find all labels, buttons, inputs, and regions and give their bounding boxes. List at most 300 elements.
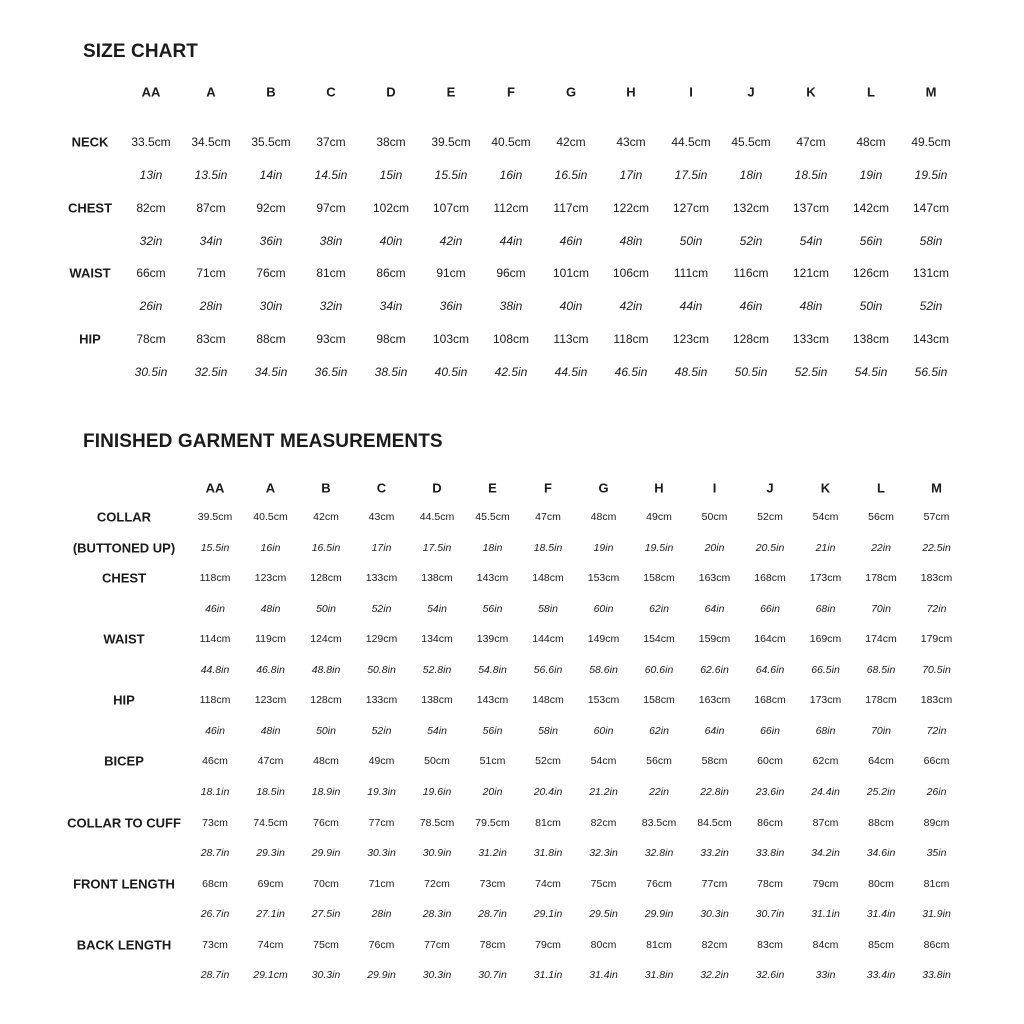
cm-value: 163cm: [698, 694, 731, 707]
inch-value: 17.5in: [422, 541, 452, 554]
cm-value: 80cm: [868, 877, 894, 890]
cm-value: 103cm: [432, 331, 470, 346]
inch-value: 48in: [260, 602, 281, 615]
cm-value: 159cm: [698, 633, 731, 646]
row-label: BACK LENGTH: [76, 937, 172, 953]
inch-value: 19.6in: [422, 785, 452, 798]
inch-value: 14.5in: [314, 168, 348, 182]
cm-value: 44.5cm: [419, 511, 455, 523]
inch-value: 31.8in: [533, 847, 563, 859]
inch-value: 33.2in: [700, 847, 729, 859]
cm-value: 83cm: [757, 938, 783, 951]
cm-value: 72cm: [424, 877, 450, 890]
inch-value: 28.7in: [200, 969, 230, 982]
inch-value: 34.2in: [811, 847, 840, 859]
row-label-secondary: (BUTTONED UP): [72, 540, 176, 555]
inch-value: 38.5in: [374, 364, 408, 379]
inch-value: 26in: [139, 299, 163, 313]
cm-value: 51cm: [479, 755, 506, 768]
inch-value: 33.8in: [755, 847, 785, 859]
cm-value: 91cm: [436, 266, 466, 280]
cm-value: 42cm: [313, 511, 339, 523]
inch-value: 54.5in: [854, 364, 888, 379]
inch-value: 36in: [259, 233, 283, 248]
inch-value: 52in: [919, 299, 943, 313]
cm-value: 71cm: [368, 877, 395, 890]
cm-value: 69cm: [257, 877, 284, 890]
cm-value: 82cm: [136, 200, 166, 215]
cm-value: 178cm: [865, 694, 897, 707]
inch-value: 62in: [649, 602, 669, 615]
cm-value: 57cm: [923, 511, 950, 523]
inch-value: 46.5in: [614, 364, 648, 379]
inch-value: 25.2in: [866, 785, 896, 798]
inch-value: 38in: [499, 299, 523, 313]
size-column-header: A: [206, 84, 216, 100]
cm-value: 164cm: [754, 633, 786, 646]
inch-value: 28in: [199, 299, 223, 313]
cm-value: 106cm: [612, 266, 650, 280]
inch-value: 32.2in: [700, 969, 729, 982]
garment-measurements-title: FINISHED GARMENT MEASUREMENTS: [83, 431, 443, 452]
cm-value: 153cm: [587, 694, 620, 707]
size-column-header: K: [806, 84, 816, 100]
cm-value: 98cm: [376, 331, 406, 346]
inch-value: 70in: [871, 602, 891, 615]
inch-value: 52in: [371, 724, 392, 737]
inch-value: 32.3in: [589, 847, 618, 859]
cm-value: 47cm: [796, 135, 826, 149]
inch-value: 62in: [649, 724, 669, 737]
inch-value: 17in: [371, 541, 392, 554]
cm-value: 44.5cm: [671, 135, 711, 149]
cm-value: 56cm: [646, 755, 672, 768]
inch-value: 48in: [799, 299, 823, 313]
row-label: CHEST: [101, 570, 147, 586]
cm-value: 87cm: [812, 816, 839, 829]
inch-value: 70in: [871, 724, 891, 737]
cm-value: 84cm: [812, 938, 839, 951]
inch-value: 34in: [199, 233, 223, 248]
inch-value: 16in: [260, 541, 281, 554]
inch-value: 15in: [379, 168, 403, 182]
cm-value: 173cm: [809, 694, 842, 707]
cm-value: 50cm: [424, 755, 450, 768]
inch-value: 46in: [739, 299, 763, 313]
cm-value: 126cm: [852, 266, 890, 280]
inch-value: 18.5in: [794, 168, 828, 182]
size-column-header: E: [446, 84, 456, 100]
inch-value: 26.7in: [200, 908, 230, 921]
size-column-header: B: [321, 480, 331, 496]
cm-value: 124cm: [310, 633, 342, 646]
cm-value: 92cm: [256, 200, 286, 215]
size-column-header: G: [598, 480, 609, 496]
size-column-header: J: [747, 84, 755, 100]
cm-value: 132cm: [732, 200, 770, 215]
size-column-header: F: [507, 84, 515, 100]
cm-value: 88cm: [256, 331, 286, 346]
cm-value: 139cm: [476, 633, 509, 646]
inch-value: 70.5in: [922, 663, 951, 676]
cm-value: 119cm: [255, 633, 286, 646]
inch-value: 16in: [499, 168, 523, 182]
size-column-header: E: [488, 480, 497, 496]
inch-value: 30.7in: [755, 908, 785, 921]
inch-value: 17.5in: [674, 168, 708, 182]
cm-value: 43cm: [368, 511, 395, 523]
cm-value: 39.5cm: [431, 135, 471, 149]
inch-value: 64in: [704, 602, 725, 615]
inch-value: 56in: [482, 724, 503, 737]
row-label: BICEP: [104, 753, 144, 769]
cm-value: 147cm: [912, 200, 950, 215]
cm-value: 102cm: [372, 200, 410, 215]
inch-value: 30.9in: [422, 847, 452, 859]
inch-value: 22.8in: [700, 785, 729, 798]
cm-value: 88cm: [868, 816, 894, 829]
cm-value: 108cm: [492, 331, 530, 346]
cm-value: 82cm: [590, 816, 617, 829]
inch-value: 21.2in: [589, 785, 618, 798]
cm-value: 73cm: [202, 816, 228, 829]
cm-value: 86cm: [923, 938, 950, 951]
inch-value: 18.9in: [311, 785, 341, 798]
row-label: CHEST: [67, 200, 113, 215]
inch-value: 30.3in: [311, 969, 341, 982]
inch-value: 44.5in: [554, 364, 588, 379]
cm-value: 48cm: [590, 511, 617, 523]
cm-value: 113cm: [553, 331, 589, 346]
inch-value: 66.5in: [811, 663, 840, 676]
cm-value: 97cm: [316, 200, 346, 215]
cm-value: 81cm: [923, 877, 950, 890]
cm-value: 40.5cm: [491, 135, 531, 149]
inch-value: 54.8in: [478, 663, 507, 676]
cm-value: 178cm: [865, 572, 897, 585]
inch-value: 60in: [593, 724, 614, 737]
inch-value: 31.4in: [589, 969, 618, 982]
cm-value: 58cm: [701, 755, 728, 768]
size-column-header: I: [712, 480, 717, 496]
inch-value: 44.8in: [200, 663, 230, 676]
cm-value: 85cm: [868, 938, 894, 951]
cm-value: 48cm: [856, 135, 886, 149]
inch-value: 27.1in: [256, 908, 285, 921]
inch-value: 58in: [538, 724, 558, 737]
inch-value: 48.5in: [674, 364, 708, 379]
cm-value: 138cm: [421, 694, 453, 707]
size-column-header: H: [626, 84, 636, 100]
cm-value: 144cm: [532, 633, 564, 646]
inch-value: 28.7in: [200, 847, 230, 859]
cm-value: 49.5cm: [911, 135, 951, 149]
inch-value: 48in: [619, 233, 643, 248]
cm-value: 71cm: [196, 266, 226, 280]
inch-value: 42in: [619, 299, 643, 313]
cm-value: 54cm: [590, 755, 617, 768]
inch-value: 50in: [679, 233, 703, 248]
inch-value: 72in: [926, 602, 947, 615]
inch-value: 30.7in: [478, 969, 507, 982]
cm-value: 70cm: [313, 877, 339, 890]
size-column-header: I: [689, 84, 693, 100]
cm-value: 54cm: [812, 511, 839, 523]
inch-value: 52.5in: [794, 364, 828, 379]
inch-value: 32in: [319, 299, 343, 313]
inch-value: 40in: [379, 233, 403, 248]
cm-value: 45.5cm: [731, 135, 771, 149]
cm-value: 80cm: [590, 938, 617, 951]
cm-value: 74cm: [257, 938, 284, 951]
inch-value: 31.2in: [478, 847, 507, 859]
cm-value: 81cm: [535, 816, 561, 829]
inch-value: 34in: [379, 299, 403, 313]
size-column-header: D: [386, 84, 396, 100]
inch-value: 68in: [815, 724, 836, 737]
cm-value: 79cm: [812, 877, 839, 890]
inch-value: 50.5in: [734, 364, 768, 379]
inch-value: 32.6in: [755, 969, 785, 982]
inch-value: 66in: [760, 602, 780, 615]
inch-value: 29.3in: [256, 847, 285, 859]
inch-value: 15.5in: [434, 168, 468, 182]
cm-value: 66cm: [136, 266, 166, 280]
cm-value: 77cm: [424, 938, 450, 951]
cm-value: 79.5cm: [475, 816, 510, 829]
cm-value: 43cm: [616, 135, 646, 149]
row-label: WAIST: [103, 631, 145, 647]
cm-value: 117cm: [553, 200, 589, 215]
inch-value: 13.5in: [194, 168, 228, 182]
inch-value: 17in: [619, 168, 643, 182]
cm-value: 163cm: [698, 572, 731, 585]
size-column-header: B: [266, 84, 276, 100]
cm-value: 82cm: [701, 938, 728, 951]
cm-value: 174cm: [865, 633, 897, 646]
inch-value: 42in: [439, 233, 463, 248]
cm-value: 128cm: [310, 694, 342, 707]
inch-value: 34.6in: [866, 847, 896, 859]
cm-value: 143cm: [476, 694, 509, 707]
cm-value: 73cm: [479, 877, 506, 890]
cm-value: 66cm: [923, 755, 950, 768]
cm-value: 62cm: [812, 755, 839, 768]
cm-value: 52cm: [757, 511, 783, 523]
inch-value: 42.5in: [494, 364, 528, 379]
cm-value: 50cm: [701, 511, 728, 523]
inch-value: 36in: [439, 299, 463, 313]
inch-value: 30in: [259, 299, 283, 313]
inch-value: 48.8in: [311, 663, 341, 676]
inch-value: 29.9in: [644, 908, 674, 921]
inch-value: 50in: [316, 602, 336, 615]
inch-value: 50.8in: [367, 663, 396, 676]
cm-value: 173cm: [809, 572, 842, 585]
cm-value: 49cm: [368, 755, 395, 768]
cm-value: 123cm: [254, 694, 287, 707]
cm-value: 93cm: [316, 331, 346, 346]
size-column-header: H: [654, 480, 664, 496]
size-column-header: C: [376, 480, 387, 496]
cm-value: 47cm: [535, 511, 561, 523]
inch-value: 20.5in: [755, 541, 785, 554]
row-label: HIP: [113, 692, 135, 708]
size-column-header: K: [820, 480, 831, 496]
inch-value: 16.5in: [311, 541, 341, 554]
cm-value: 78cm: [757, 877, 783, 890]
inch-value: 31.8in: [644, 969, 674, 982]
cm-value: 137cm: [792, 200, 830, 215]
size-column-header: AA: [141, 84, 161, 100]
inch-value: 22in: [871, 541, 891, 554]
inch-value: 48in: [260, 724, 281, 737]
inch-value: 46in: [205, 602, 225, 615]
inch-value: 32in: [139, 233, 163, 248]
inch-value: 58in: [538, 602, 558, 615]
cm-value: 149cm: [587, 633, 620, 646]
inch-value: 50in: [316, 724, 336, 737]
cm-value: 40.5cm: [253, 511, 288, 523]
inch-value: 19.3in: [367, 785, 396, 798]
inch-value: 58.6in: [589, 663, 618, 676]
cm-value: 83.5cm: [641, 816, 677, 829]
cm-value: 81cm: [646, 938, 672, 951]
inch-value: 32.5in: [194, 364, 228, 379]
inch-value: 62.6in: [700, 663, 729, 676]
cm-value: 76cm: [313, 816, 339, 829]
cm-value: 83cm: [196, 331, 226, 346]
cm-value: 78cm: [479, 938, 506, 951]
cm-value: 42cm: [556, 135, 586, 149]
cm-value: 128cm: [310, 572, 342, 585]
inch-value: 19in: [593, 541, 614, 554]
cm-value: 87cm: [196, 200, 226, 215]
inch-value: 32.8in: [644, 847, 674, 859]
cm-value: 118cm: [199, 572, 231, 585]
inch-value: 56.6in: [533, 663, 563, 676]
cm-value: 153cm: [587, 572, 620, 585]
cm-value: 179cm: [920, 633, 953, 646]
cm-value: 78.5cm: [419, 816, 455, 829]
inch-value: 31.1in: [811, 908, 840, 921]
cm-value: 48cm: [313, 755, 339, 768]
inch-value: 29.5in: [589, 908, 618, 921]
cm-value: 118cm: [613, 331, 649, 346]
cm-value: 47cm: [257, 755, 284, 768]
inch-value: 46.8in: [256, 663, 285, 676]
row-label: NECK: [71, 134, 109, 150]
size-column-header: C: [326, 84, 336, 100]
cm-value: 33.5cm: [131, 135, 171, 149]
size-column-header: L: [877, 480, 885, 496]
cm-value: 118cm: [199, 694, 231, 707]
inch-value: 23.6in: [755, 785, 785, 798]
cm-value: 138cm: [852, 331, 890, 346]
inch-value: 22in: [649, 785, 669, 798]
inch-value: 52in: [739, 233, 763, 248]
inch-value: 72in: [926, 724, 947, 737]
cm-value: 76cm: [256, 266, 286, 280]
cm-value: 52cm: [535, 755, 561, 768]
inch-value: 18.1in: [200, 785, 230, 798]
cm-value: 64cm: [868, 755, 894, 768]
inch-value: 52in: [371, 602, 392, 615]
cm-value: 116cm: [733, 266, 769, 280]
inch-value: 15.5in: [200, 541, 230, 554]
cm-value: 123cm: [254, 572, 287, 585]
cm-value: 78cm: [136, 331, 166, 346]
inch-value: 50in: [859, 299, 883, 313]
inch-value: 36.5in: [314, 364, 348, 379]
inch-value: 19.5in: [644, 541, 674, 554]
cm-value: 76cm: [368, 938, 395, 951]
cm-value: 60cm: [757, 755, 783, 768]
inch-value: 24.4in: [811, 785, 840, 798]
inch-value: 60in: [593, 602, 614, 615]
inch-value: 31.4in: [866, 908, 896, 921]
cm-value: 77cm: [701, 877, 728, 890]
inch-value: 68.5in: [866, 663, 896, 676]
cm-value: 143cm: [476, 572, 509, 585]
inch-value: 56.5in: [914, 364, 948, 379]
size-column-header: AA: [205, 480, 225, 496]
cm-value: 183cm: [920, 694, 953, 707]
cm-value: 56cm: [868, 511, 894, 523]
inch-value: 28.7in: [478, 908, 507, 921]
cm-value: 123cm: [672, 331, 710, 346]
cm-value: 129cm: [365, 633, 398, 646]
inch-value: 18in: [739, 168, 763, 182]
inch-value: 64in: [704, 724, 725, 737]
inch-value: 33.8in: [922, 969, 951, 982]
inch-value: 14in: [259, 168, 283, 182]
cm-value: 158cm: [643, 694, 675, 707]
inch-value: 44in: [499, 233, 523, 248]
inch-value: 29.9in: [311, 847, 341, 859]
cm-value: 68cm: [202, 877, 228, 890]
cm-value: 169cm: [809, 633, 842, 646]
cm-value: 77cm: [368, 816, 395, 829]
cm-value: 79cm: [535, 938, 561, 951]
inch-value: 20in: [704, 541, 725, 554]
cm-value: 101cm: [552, 266, 590, 280]
cm-value: 74.5cm: [253, 816, 288, 829]
size-column-header: A: [265, 480, 276, 496]
size-column-header: L: [867, 84, 875, 100]
inch-value: 64.6in: [755, 663, 785, 676]
inch-value: 33in: [815, 969, 836, 982]
inch-value: 34.5in: [254, 364, 288, 379]
cm-value: 133cm: [365, 694, 398, 707]
inch-value: 19in: [859, 168, 883, 182]
inch-value: 26in: [926, 785, 947, 798]
inch-value: 18.5in: [256, 785, 285, 798]
cm-value: 46cm: [202, 755, 228, 768]
cm-value: 38cm: [376, 135, 406, 149]
inch-value: 66in: [760, 724, 780, 737]
cm-value: 34.5cm: [191, 135, 231, 149]
inch-value: 46in: [559, 233, 583, 248]
cm-value: 142cm: [852, 200, 890, 215]
cm-value: 112cm: [493, 200, 529, 215]
inch-value: 46in: [205, 724, 225, 737]
cm-value: 133cm: [792, 331, 830, 346]
cm-value: 143cm: [912, 331, 950, 346]
cm-value: 131cm: [912, 266, 950, 280]
cm-value: 89cm: [923, 816, 950, 829]
inch-value: 60.6in: [644, 663, 674, 676]
